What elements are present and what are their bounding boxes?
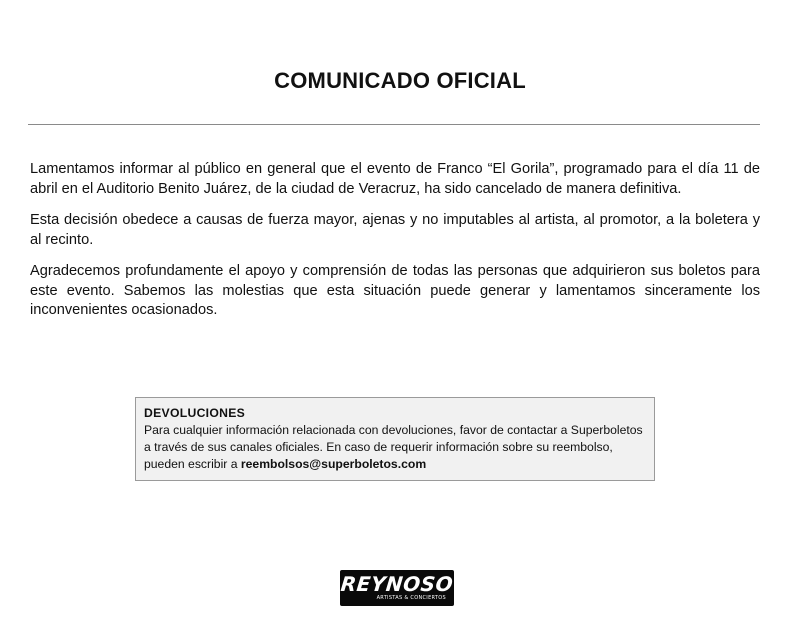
refund-notice-body: Para cualquier información relacionada con devoluciones, favor de contactar a Superboletos a través de sus canales oficiales. En caso de requerir información sobre su reembolso, pueden escribir a [144,423,643,471]
refund-notice-text [144,422,646,473]
divider [28,124,760,125]
reynoso-logo [340,570,454,606]
statement-body [30,160,760,333]
refund-notice-box [135,397,655,481]
paragraph-apology: Agradecemos profundamente el apoyo y comprensión de todas las personas que adquirieron sus boletos para este evento. Sabemos las molestias que esta situación puede generar y lamentamos sinceramente los inconvenientes ocasionados. [30,263,760,318]
refund-notice-heading: DEVOLUCIONES [144,406,246,420]
paragraph-cancellation: Lamentamos informar al público en general que el evento de Franco “El Gorila”, programado para el día 11 de abril en el Auditorio Benito Juárez, de la ciudad de Veracruz, ha sido cancelado de manera definitiva. [30,161,760,197]
logo-wordmark: REYNOSO [340,572,454,596]
refund-email: reembolsos@superboletos.com [240,457,427,471]
document-title: COMUNICADO OFICIAL [274,68,526,93]
logo-tagline: ARTISTAS & CONCIERTOS [376,595,446,601]
paragraph-reason: Esta decisión obedece a causas de fuerza mayor, ajenas y no imputables al artista, al promotor, a la boletera y al recinto. [30,212,760,248]
